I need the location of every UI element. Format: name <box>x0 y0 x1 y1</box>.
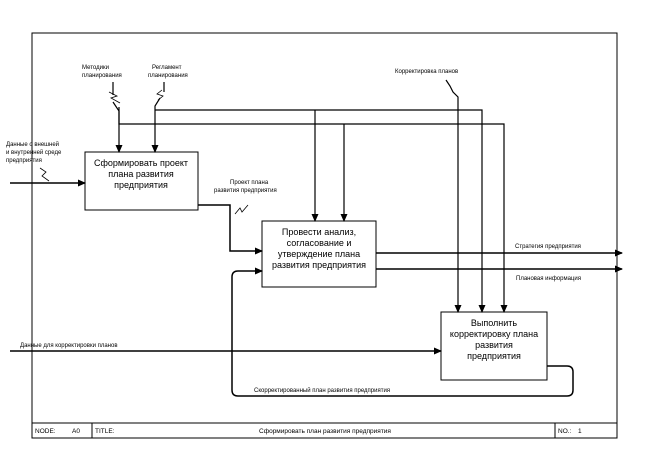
arrow-correction <box>446 80 458 312</box>
arrow-correction-label: Корректировка планов <box>395 69 459 75</box>
arrow-regulation-label-2: планирования <box>148 73 188 79</box>
arrow-plan-info-label: Плановая информация <box>516 276 581 282</box>
activity-box-a2-line-2: согласование и <box>286 238 352 248</box>
arrow-correction-data-label: Данные для корректировки планов <box>20 343 118 349</box>
arrow-methods-label-2: планирования <box>82 73 122 79</box>
activity-box-a2-line-3: утверждение плана <box>277 249 361 259</box>
arrow-corrected-plan-label: Скорректированный план развития предприятия <box>254 388 391 394</box>
activity-box-a3-line-2: корректировку плана <box>449 329 539 339</box>
arrow-strategy-label: Стратегия предприятия <box>515 244 581 250</box>
footer-no-value: 1 <box>578 428 582 435</box>
arrow-env-data-label-3: предприятия <box>6 158 42 164</box>
arrow-project-label-1: Проект плана <box>230 180 269 186</box>
footer-node-label: NODE: <box>35 428 56 435</box>
activity-box-a2-line-4: развития предприятия <box>271 260 367 270</box>
arrow-env-data-label-1: Данные о внешней <box>6 142 60 148</box>
activity-box-a2-line-1: Провести анализ, <box>281 227 357 237</box>
activity-box-a1-line-1: Сформировать проект <box>94 158 188 168</box>
activity-box-a1-line-3: предприятия <box>114 180 168 190</box>
arrow-env-data-label-2: и внутренней среде <box>6 150 62 156</box>
footer-node-value: A0 <box>72 428 80 435</box>
arrow-project-label-2: развития предприятия <box>214 188 277 194</box>
activity-box-a3-line-1: Выполнить <box>470 318 518 328</box>
activity-box-a3-line-3: развития <box>475 340 513 350</box>
activity-box-a1-line-2: плана развития <box>108 169 174 179</box>
arrow-regulation-label-1: Регламент <box>152 65 182 71</box>
activity-box-a3-line-4: предприятия <box>467 351 521 361</box>
footer-title-value: Сформировать план развития предприятия <box>259 428 391 435</box>
arrow-project <box>198 205 262 251</box>
arrow-env-data <box>10 168 85 183</box>
arrow-methods-label-1: Методики <box>82 65 109 71</box>
footer-title-label: TITLE: <box>95 428 115 435</box>
footer-no-label: NO.: <box>558 428 572 435</box>
